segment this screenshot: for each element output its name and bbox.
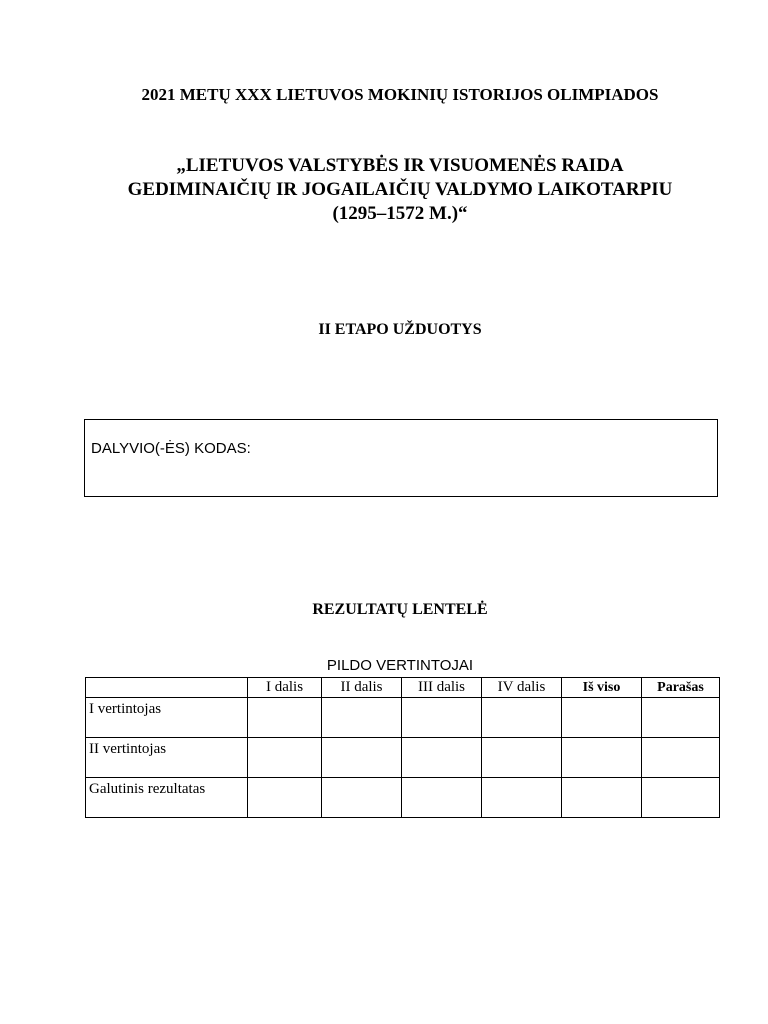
header-cell-part-4: IV dalis — [482, 678, 562, 698]
topic-line: „LIETUVOS VALSTYBĖS IR VISUOMENĖS RAIDA — [176, 155, 624, 176]
participant-code-label: DALYVIO(-ĖS) KODAS: — [91, 440, 251, 457]
row-label: I vertintojas — [86, 698, 248, 738]
header-cell-part-3: III dalis — [402, 678, 482, 698]
total-cell[interactable] — [562, 738, 642, 778]
table-row — [86, 698, 720, 738]
score-cell[interactable] — [482, 738, 562, 778]
results-title: REZULTATŲ LENTELĖ — [312, 601, 488, 618]
score-cell[interactable] — [322, 738, 402, 778]
fill-by-graders-label: PILDO VERTINTOJAI — [326, 657, 474, 674]
results-header-row — [86, 678, 720, 698]
stage-title: II ETAPO UŽDUOTYS — [318, 321, 482, 338]
score-cell[interactable] — [402, 738, 482, 778]
results-table — [85, 677, 720, 818]
header-cell-signature: Parašas — [642, 678, 720, 698]
score-cell[interactable] — [482, 778, 562, 818]
score-cell[interactable] — [322, 778, 402, 818]
participant-code-box[interactable] — [84, 419, 718, 497]
score-cell[interactable] — [248, 698, 322, 738]
table-row — [86, 778, 720, 818]
total-cell[interactable] — [562, 778, 642, 818]
olympiad-title: 2021 METŲ XXX LIETUVOS MOKINIŲ ISTORIJOS OLIMPIADOS — [141, 85, 659, 104]
header-cell-total: Iš viso — [562, 678, 642, 698]
header-cell-empty — [86, 678, 248, 698]
total-cell[interactable] — [562, 698, 642, 738]
signature-cell[interactable] — [642, 698, 720, 738]
row-label: Galutinis rezultatas — [86, 778, 248, 818]
signature-cell[interactable] — [642, 778, 720, 818]
header-cell-part-2: II dalis — [322, 678, 402, 698]
table-row — [86, 738, 720, 778]
score-cell[interactable] — [248, 738, 322, 778]
topic-line: (1295–1572 M.)“ — [332, 203, 468, 224]
topic-line: GEDIMINAIČIŲ IR JOGAILAIČIŲ VALDYMO LAIKOTARPIU — [127, 179, 673, 200]
topic-title — [0, 154, 768, 226]
score-cell[interactable] — [482, 698, 562, 738]
score-cell[interactable] — [402, 698, 482, 738]
signature-cell[interactable] — [642, 738, 720, 778]
score-cell[interactable] — [322, 698, 402, 738]
score-cell[interactable] — [402, 778, 482, 818]
header-cell-part-1: I dalis — [248, 678, 322, 698]
score-cell[interactable] — [248, 778, 322, 818]
row-label: II vertintojas — [86, 738, 248, 778]
